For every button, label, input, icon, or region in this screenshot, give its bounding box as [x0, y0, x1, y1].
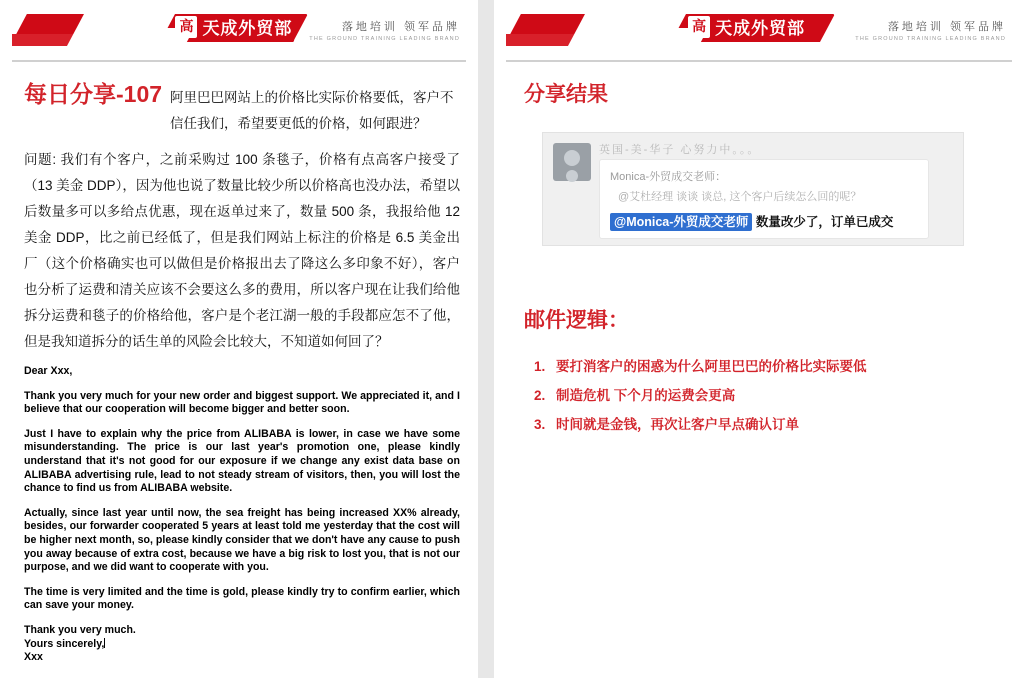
avatar [553, 143, 591, 181]
email-signature: Xxx [24, 651, 43, 664]
page-left [0, 0, 478, 678]
brand-name-cn: 天成外贸部 [202, 19, 293, 38]
email-logic-list [524, 352, 998, 439]
page-title-row [24, 76, 460, 137]
list-item-label: 时间就是金钱，再次让客户早点确认订单 [556, 417, 799, 432]
brand-banner-left [12, 10, 466, 58]
brand-slogan-en: THE GROUND TRAINING LEADING BRAND [309, 36, 460, 42]
section-heading-result: 分享结果 [524, 83, 608, 106]
brand-slogan-cn: 落地培训 领军品牌 [887, 21, 1006, 33]
list-item-number: 2. [534, 388, 546, 403]
page-title: 每日分享-107 [24, 81, 163, 107]
list-item [534, 410, 998, 439]
brand-slogan-en: THE GROUND TRAINING LEADING BRAND [855, 36, 1006, 42]
brand-name-en: TIANCHENGWAIMAOBU [715, 38, 809, 44]
page-gutter [478, 0, 494, 678]
chat-quote-text: @艾杜经理 谈谈 谈总, 这个客户后续怎么回的呢？ [618, 191, 862, 203]
brand-slogan-cn: 落地培训 领军品牌 [341, 21, 460, 33]
email-closing-thanks: Thank you very much. [24, 623, 136, 636]
chat-mention: @Monica-外贸成交老师 [610, 213, 752, 231]
question-text: 问题: 我们有个客户，之前采购过 100 条毯子，价格有点高客户接受了（13 美金 DDP），因为他也说了数量比较少所以价格高也没办法，希望以后数量多可以多给点优惠，现在返单过来了，数量 500 条，我报给他 12 美金 DDP，比之前已经低了，但是我们网站上标注的价格是 6.5 美金出厂（这个价格确实也可以做但是价格报出去了降这么多印象不好），客户也分析了运费和清关应该不会要这么多的费用，所以客户现在让我们给他拆分运费和毯子的价格给他，客户是个老江湖一般的手段都应怎不了他，但是我知道拆分的话生单的风险会比较大，不知道如何回了？ [24, 152, 460, 349]
brand-name-en: TIANCHENGWAIMAOBU [202, 38, 296, 44]
brand-banner-right [506, 10, 1012, 58]
logo-mark-icon: 高 [688, 16, 710, 38]
logo-mark-icon: 高 [175, 16, 197, 38]
list-item [534, 352, 998, 381]
chat-reply-line [610, 212, 918, 230]
chat-reply-text: 数量改少了，订单已成交 [755, 215, 894, 229]
page-subtitle: 阿里巴巴网站上的价格比实际价格要低，客户不信任我们，希望要更低的价格，如何跟进？ [170, 90, 454, 131]
email-salutation: Dear Xxx, [24, 365, 73, 377]
section-heading-email-logic: 邮件逻辑： [524, 309, 629, 332]
email-paragraph: Actually, since last year until now, the sea freight has being increased XX% already, besides, our forwarder cooperated 5 years at least told me yesterday that the cost will be higher next month, so, please kindly consider that we don't have any cause to push you away because of extra cost, because we have a big risk to lost you, that is not our purpose, and we did want to cooperate with you. [24, 506, 460, 574]
email-paragraph: The time is very limited and the time is gold, please kindly try to confirm earlier, which can save your money. [24, 585, 460, 612]
list-item-number: 3. [534, 417, 546, 432]
right-page-body [494, 62, 1024, 439]
email-signoff-text: Yours sincerely, [24, 637, 105, 650]
email-closing-signoff [24, 638, 460, 652]
list-item-label: 要打消客户的困惑为什么阿里巴巴的价格比实际要低 [556, 359, 867, 374]
brand-name-cn: 天成外贸部 [715, 19, 806, 38]
brand-slogan [309, 18, 460, 42]
chat-bubble [599, 159, 929, 239]
brand-logo [175, 14, 292, 39]
email-paragraph: Just I have to explain why the price from ALIBABA is lower, in case we have some misunderstanding. The price is our last year's promotion one, please kindly understand that it's not good for our exposure if we change any exist data base on ALIBABA advertising rule, lead to not steady stream of visitors, then, you will lost the chance to find us from ALIBABA website. [24, 427, 460, 495]
brand-slogan [855, 18, 1006, 42]
chat-quote-author: Monica-外贸成交老师： [610, 171, 727, 183]
list-item-number: 1. [534, 359, 546, 374]
chat-sender-name: 英国-美-华子 心努力中。。。 [599, 144, 761, 156]
brand-logo [688, 14, 805, 39]
list-item-label: 制造危机 下个月的运费会更高 [556, 388, 736, 403]
email-draft [24, 365, 460, 665]
left-page-body [0, 62, 478, 665]
chat-screenshot [542, 132, 964, 246]
page-right [494, 0, 1024, 678]
email-paragraph: Thank you very much for your new order and biggest support. We appreciated it, and I believe that our cooperation will become bigger and better soon. [24, 389, 460, 416]
text-cursor [104, 638, 105, 648]
list-item [534, 381, 998, 410]
